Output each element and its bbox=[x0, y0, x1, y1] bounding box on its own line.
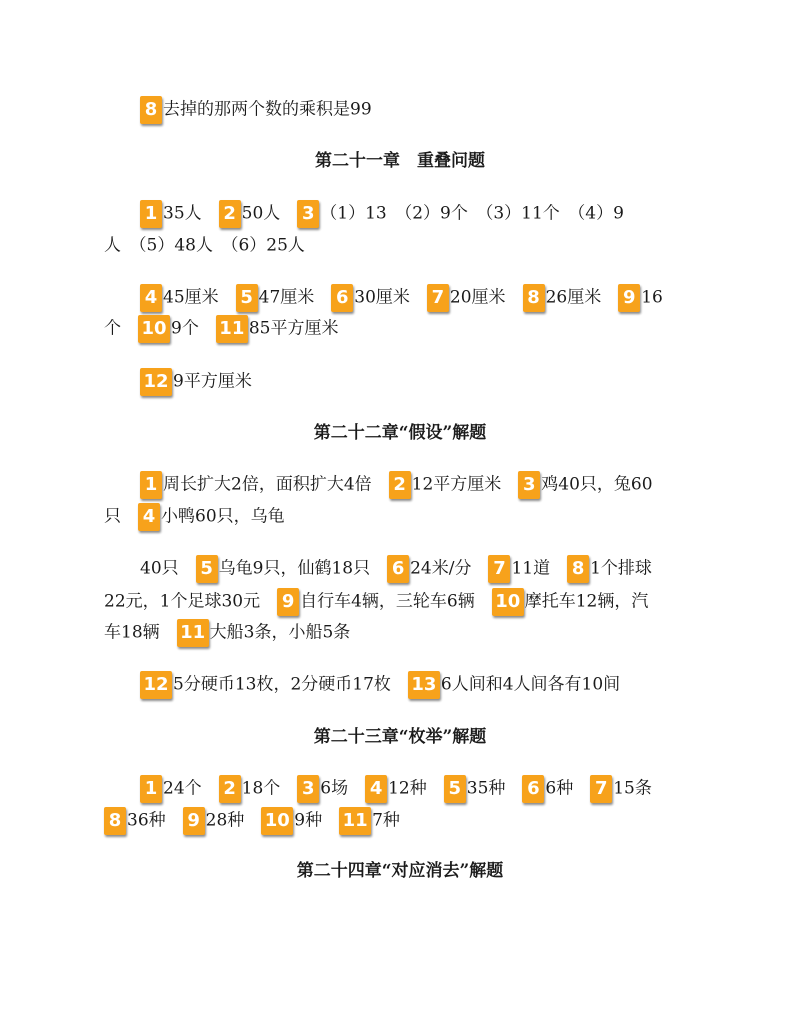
answer-text: 7种 bbox=[372, 810, 400, 831]
answer-item bbox=[138, 501, 285, 532]
answer-item bbox=[104, 805, 183, 836]
ch22-line-6 bbox=[140, 669, 620, 700]
answer-text: 30厘米 bbox=[354, 287, 427, 308]
answer-item bbox=[138, 313, 216, 344]
answer-text: 个 bbox=[104, 318, 138, 339]
answer-text: 周长扩大2倍，面积扩大4倍 bbox=[163, 474, 389, 495]
answer-item bbox=[488, 553, 567, 584]
answer-item bbox=[261, 805, 339, 836]
ch22-line-2 bbox=[104, 501, 285, 532]
answer-number-badge: 11 bbox=[216, 315, 248, 343]
answer-number-badge: 12 bbox=[140, 368, 172, 396]
ch21-line-2 bbox=[104, 230, 305, 261]
answer-text: 鸡40只，兔60 bbox=[541, 474, 653, 495]
answer-number-badge: 13 bbox=[408, 671, 440, 699]
ch22-line-1 bbox=[140, 469, 653, 500]
answer-text: 24个 bbox=[163, 778, 219, 799]
answer-text: 16 bbox=[641, 287, 663, 308]
answer-text: 6人间和4人间各有10间 bbox=[440, 674, 621, 695]
answer-text: 6场 bbox=[320, 778, 366, 799]
answer-text: 12种 bbox=[388, 778, 444, 799]
answer-item bbox=[104, 586, 277, 617]
answer-text: 40只 bbox=[140, 558, 196, 579]
answer-number-badge: 2 bbox=[219, 200, 241, 228]
answer-item bbox=[140, 553, 196, 584]
answer-number-badge: 3 bbox=[297, 775, 319, 803]
ch21-line-5 bbox=[140, 366, 252, 397]
answer-item bbox=[140, 366, 252, 397]
answer-text: 22元，1个足球30元 bbox=[104, 591, 278, 612]
chapter-24-heading: 第二十四章“对应消去”解题 bbox=[296, 861, 504, 881]
answer-item bbox=[618, 282, 663, 313]
answer-number-badge: 9 bbox=[183, 807, 205, 835]
answer-text: 15条 bbox=[613, 778, 652, 799]
answer-item bbox=[567, 553, 652, 584]
answer-item bbox=[140, 669, 408, 700]
answer-text: 摩托车12辆，汽 bbox=[524, 591, 649, 612]
answer-text: 36种 bbox=[127, 810, 183, 831]
answer-text: 只 bbox=[104, 506, 138, 527]
answer-text: 85平方厘米 bbox=[248, 318, 339, 339]
answer-item bbox=[219, 198, 298, 229]
answer-item bbox=[177, 617, 351, 648]
answer-item bbox=[104, 501, 138, 532]
answer-item bbox=[104, 313, 138, 344]
answer-item bbox=[104, 617, 177, 648]
answer-text: 自行车4辆，三轮车6辆 bbox=[300, 591, 492, 612]
answer-text: 12平方厘米 bbox=[411, 474, 519, 495]
chapter-23-heading: 第二十三章“枚举”解题 bbox=[313, 727, 487, 747]
answer-item bbox=[518, 469, 652, 500]
ch21-line-3 bbox=[140, 282, 663, 313]
ch23-line-1 bbox=[140, 773, 652, 804]
answer-number-badge: 3 bbox=[297, 200, 319, 228]
answer-number-badge: 11 bbox=[177, 619, 209, 647]
answer-text: 车18辆 bbox=[104, 622, 177, 643]
answer-text: （1）13 （2）9个 （3）11个 （4）9 bbox=[320, 203, 624, 224]
answer-text: 35种 bbox=[466, 778, 523, 799]
answer-number-badge: 8 bbox=[140, 96, 162, 124]
answer-item bbox=[387, 553, 488, 584]
answer-item bbox=[339, 805, 400, 836]
answer-item bbox=[104, 230, 305, 261]
answer-text: 9个 bbox=[171, 318, 216, 339]
answer-number-badge: 5 bbox=[196, 555, 218, 583]
answer-number-badge: 4 bbox=[365, 775, 387, 803]
answer-text: 1个排球 bbox=[590, 558, 652, 579]
answer-number-badge: 5 bbox=[236, 284, 258, 312]
answer-number-badge: 6 bbox=[522, 775, 544, 803]
answer-text: 11道 bbox=[511, 558, 568, 579]
answer-number-badge: 9 bbox=[277, 588, 299, 616]
answer-text: 5分硬币13枚，2分硬币17枚 bbox=[173, 674, 408, 695]
answer-item bbox=[277, 586, 492, 617]
answer-item bbox=[389, 469, 519, 500]
answer-item bbox=[216, 313, 339, 344]
answer-item bbox=[590, 773, 652, 804]
answer-number-badge: 2 bbox=[389, 471, 411, 499]
answer-item bbox=[236, 282, 332, 313]
answer-number-badge: 8 bbox=[523, 284, 545, 312]
answer-text: 50人 bbox=[241, 203, 298, 224]
answer-item bbox=[140, 469, 389, 500]
answer-number-badge: 11 bbox=[339, 807, 371, 835]
answer-text: 乌龟9只，仙鹤18只 bbox=[218, 558, 388, 579]
ch22-line-5 bbox=[104, 617, 350, 648]
answer-number-badge: 7 bbox=[488, 555, 510, 583]
answer-number-badge: 3 bbox=[518, 471, 540, 499]
answer-item bbox=[444, 773, 523, 804]
ch21-line-1 bbox=[140, 198, 624, 229]
answer-number-badge: 12 bbox=[140, 671, 172, 699]
ch22-line-4 bbox=[104, 586, 648, 617]
answer-number-badge: 10 bbox=[138, 315, 170, 343]
answer-text: 26厘米 bbox=[545, 287, 619, 308]
answer-number-badge: 9 bbox=[618, 284, 640, 312]
answer-item bbox=[365, 773, 444, 804]
answer-text: 28种 bbox=[205, 810, 262, 831]
answer-item bbox=[492, 586, 649, 617]
answer-text: 去掉的那两个数的乘积是99 bbox=[163, 99, 372, 120]
answer-number-badge: 4 bbox=[138, 503, 160, 531]
answer-number-badge: 8 bbox=[104, 807, 126, 835]
answer-text: 18个 bbox=[241, 778, 298, 799]
answer-number-badge: 1 bbox=[140, 200, 162, 228]
answer-item bbox=[183, 805, 262, 836]
answer-text: 大船3条，小船5条 bbox=[209, 622, 351, 643]
answer-number-badge: 6 bbox=[387, 555, 409, 583]
answer-text: 24米/分 bbox=[410, 558, 489, 579]
answer-text: 35人 bbox=[163, 203, 219, 224]
answer-number-badge: 10 bbox=[492, 588, 524, 616]
answer-text: 小鸭60只，乌龟 bbox=[161, 506, 285, 527]
answer-text: 6种 bbox=[545, 778, 591, 799]
chapter-22-heading: 第二十二章“假设”解题 bbox=[313, 423, 487, 443]
answer-text: 47厘米 bbox=[258, 287, 332, 308]
answer-number-badge: 7 bbox=[590, 775, 612, 803]
answer-number-badge: 1 bbox=[140, 775, 162, 803]
answer-item bbox=[331, 282, 427, 313]
answer-item bbox=[523, 282, 619, 313]
answer-number-badge: 8 bbox=[567, 555, 589, 583]
answer-item bbox=[427, 282, 523, 313]
answer-text: 9平方厘米 bbox=[173, 371, 252, 392]
answer-item bbox=[140, 198, 219, 229]
answer-number-badge: 5 bbox=[444, 775, 466, 803]
answer-number-badge: 10 bbox=[261, 807, 293, 835]
ch22-line-3 bbox=[140, 553, 652, 584]
answer-item bbox=[297, 773, 365, 804]
answer-number-badge: 2 bbox=[219, 775, 241, 803]
chapter-21-heading: 第二十一章 重叠问题 bbox=[315, 151, 485, 171]
answer-text: 20厘米 bbox=[449, 287, 523, 308]
answer-line-top bbox=[140, 94, 372, 125]
answer-number-badge: 1 bbox=[140, 471, 162, 499]
answer-item bbox=[522, 773, 590, 804]
answer-item bbox=[219, 773, 298, 804]
answer-text: 人 （5）48人 （6）25人 bbox=[104, 235, 305, 256]
answer-number-badge: 7 bbox=[427, 284, 449, 312]
answer-text: 45厘米 bbox=[163, 287, 236, 308]
answer-item bbox=[408, 669, 620, 700]
answer-number-badge: 4 bbox=[140, 284, 162, 312]
answer-item bbox=[140, 282, 236, 313]
answer-item bbox=[196, 553, 387, 584]
answer-item bbox=[297, 198, 624, 229]
answer-number-badge: 6 bbox=[331, 284, 353, 312]
answer-item bbox=[140, 773, 219, 804]
answer-text: 9种 bbox=[294, 810, 340, 831]
ch21-line-4 bbox=[104, 313, 338, 344]
ch23-line-2 bbox=[104, 805, 400, 836]
